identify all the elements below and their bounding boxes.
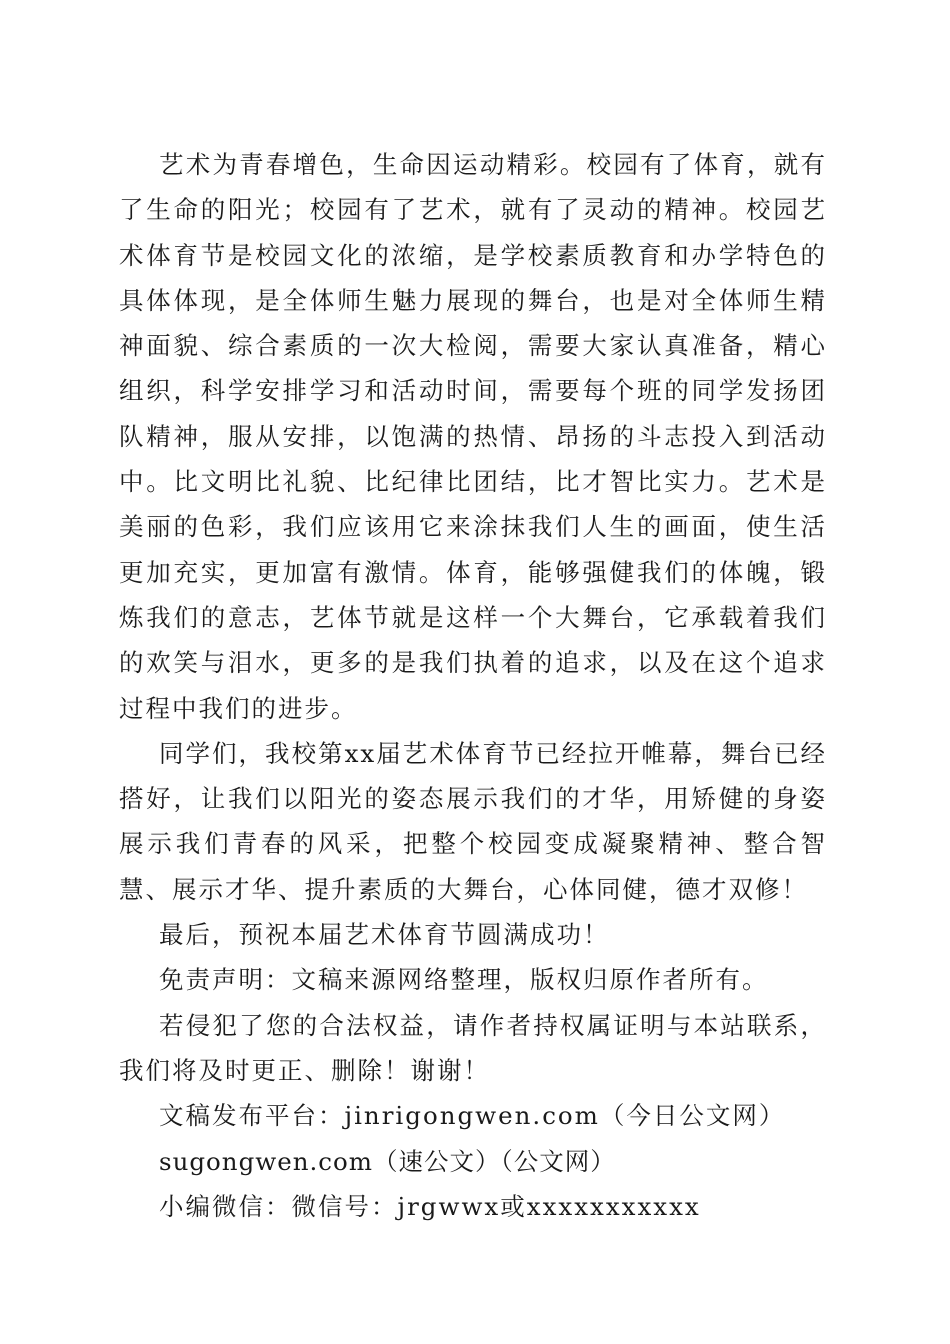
paragraph-disclaimer: 免责声明：文稿来源网络整理，版权归原作者所有。 — [159, 965, 769, 995]
paragraph-sugongwen-site: sugongwen.com（速公文）（公文网） — [159, 1146, 616, 1176]
document-body — [119, 142, 827, 1229]
paragraph-festival-opening: 同学们，我校第xx届艺术体育节已经拉开帷幕，舞台已经搭好，让我们以阳光的姿态展示我们的才华，用矫健的身姿展示我们青春的风采，把整个校园变成凝聚精神、整合智慧、展示才华、提升素质的大舞台，心体同健，德才双修！ — [119, 738, 827, 904]
paragraph-art-sports-intro: 艺术为青春增色，生命因运动精彩。校园有了体育，就有了生命的阳光；校园有了艺术，就有了灵动的精神。校园艺术体育节是校园文化的浓缩，是学校素质教育和办学特色的具体体现，是全体师生魅力展现的舞台，也是对全体师生精神面貌、综合素质的一次大检阅，需要大家认真准备，精心组织，科学安排学习和活动时间，需要每个班的同学发扬团队精神，服从安排，以饱满的热情、昂扬的斗志投入到活动中。比文明比礼貌、比纪律比团结，比才智比实力。艺术是美丽的色彩，我们应该用它来涂抹我们人生的画面，使生活更加充实，更加富有激情。体育，能够强健我们的体魄，锻炼我们的意志，艺体节就是这样一个大舞台，它承载着我们的欢笑与泪水，更多的是我们执着的追求，以及在这个追求过程中我们的进步。 — [119, 150, 827, 723]
paragraph-closing-wish: 最后，预祝本届艺术体育节圆满成功！ — [159, 920, 610, 950]
paragraph-infringement-notice: 若侵犯了您的合法权益，请作者持权属证明与本站联系，我们将及时更正、删除！谢谢！ — [119, 1010, 827, 1085]
paragraph-wechat-contact: 小编微信：微信号：jrgwwx或xxxxxxxxxxx — [159, 1191, 701, 1221]
paragraph-publish-platform: 文稿发布平台：jinrigongwen.com（今日公文网） — [159, 1101, 786, 1131]
